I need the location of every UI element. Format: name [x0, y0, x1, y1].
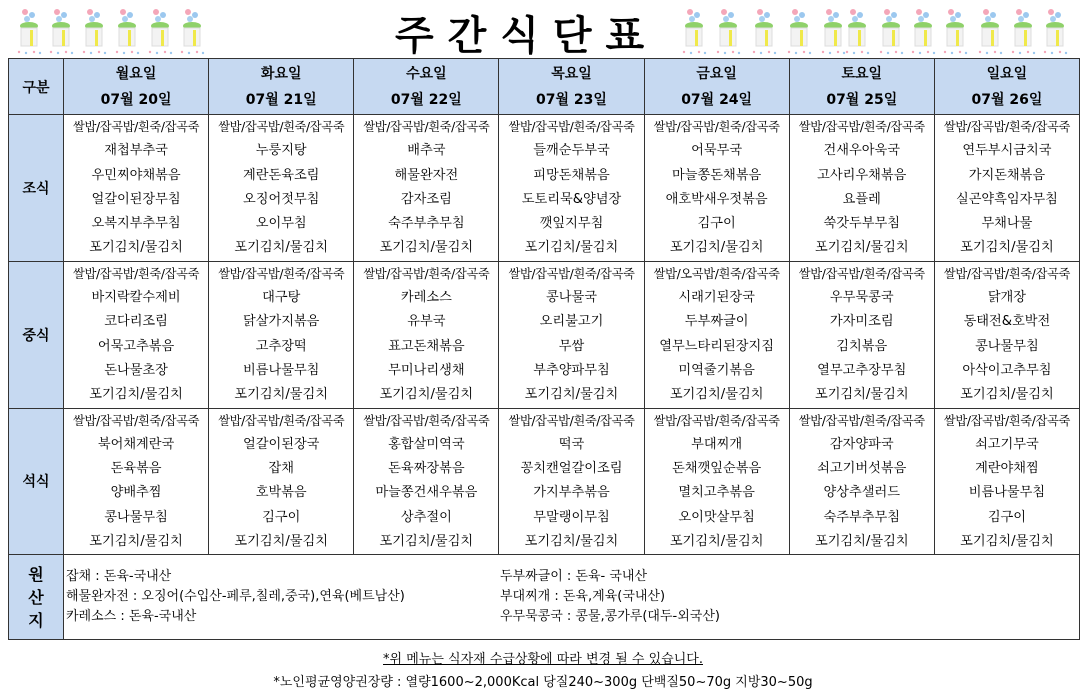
- menu-item: 쌀밥/잡곡밥/흰죽/잡곡죽: [508, 120, 635, 134]
- menu-item: 쌀밥/잡곡밥/흰죽/잡곡죽: [218, 120, 345, 134]
- day-date: 07월 22일: [390, 91, 462, 108]
- menu-item: 코다리조림: [104, 314, 168, 330]
- menu-item: 포기김치/물김치: [669, 387, 764, 403]
- menu-cell: [499, 115, 644, 262]
- menu-item: 숙주부추무침: [823, 509, 900, 525]
- menu-item: 포기김치/물김치: [960, 534, 1054, 550]
- flower-pot-decoration: [975, 6, 1005, 56]
- menu-item: 쌀밥/잡곡밥/흰죽/잡곡죽: [508, 266, 635, 281]
- menu-item: 우민찌야채볶음: [91, 167, 181, 183]
- menu-item: 상추절이: [400, 509, 452, 525]
- menu-cell: [789, 408, 934, 555]
- menu-item: 포기김치/물김치: [234, 387, 329, 403]
- menu-item: 쌀밥/잡곡밥/흰죽/잡곡죽: [943, 266, 1070, 281]
- origin-right: [498, 567, 932, 627]
- menu-item: 도토리묵&양념장: [521, 191, 622, 207]
- menu-item: 무채나물: [981, 216, 1033, 232]
- menu-item: 쌀밥/잡곡밥/흰죽/잡곡죽: [798, 266, 925, 281]
- flower-pot-decoration: [908, 6, 938, 56]
- day-name: 월요일: [115, 65, 157, 82]
- flower-pot-decoration: [145, 6, 175, 56]
- origin-line: 카레소스 : 돈육-국내산: [66, 609, 197, 625]
- menu-item: 재첩부추국: [104, 143, 168, 159]
- menu-item: 북어채계란국: [97, 436, 175, 452]
- day-date: 07월 25일: [826, 91, 898, 108]
- menu-item: 쌀밥/오곡밥/흰죽/잡곡죽: [653, 266, 780, 281]
- menu-item: 돈육볶음: [110, 461, 162, 477]
- origin-line: 잡채 : 돈육-국내산: [66, 569, 172, 585]
- menu-item: 포기김치/물김치: [379, 534, 474, 550]
- menu-item: 요플레: [842, 191, 881, 207]
- menu-item: 대구탕: [262, 290, 301, 306]
- origin-left: [64, 567, 498, 627]
- menu-item: 쑥갓두부무침: [823, 216, 900, 232]
- flower-pot-decoration: [1008, 6, 1038, 56]
- menu-item: 쌀밥/잡곡밥/흰죽/잡곡죽: [363, 413, 490, 428]
- menu-item: 오복지부추무침: [91, 216, 181, 232]
- menu-item: 얼갈이된장무침: [91, 191, 181, 207]
- menu-item: 포기김치/물김치: [814, 534, 909, 550]
- day-date: 07월 23일: [536, 91, 607, 108]
- menu-cell: [499, 408, 644, 555]
- menu-cell: [934, 261, 1079, 408]
- menu-cell: [209, 408, 354, 555]
- menu-item: 쌀밥/잡곡밥/흰죽/잡곡죽: [943, 120, 1070, 134]
- flower-pot-decoration: [749, 6, 779, 56]
- day-header: [789, 59, 934, 115]
- menu-item: 쇠고기무국: [975, 436, 1039, 452]
- menu-item: 포기김치/물김치: [234, 240, 329, 256]
- menu-item: 쌀밥/잡곡밥/흰죽/잡곡죽: [653, 413, 780, 428]
- menu-item: 오이무침: [255, 216, 307, 232]
- menu-cell: [644, 408, 789, 555]
- menu-cell: [354, 261, 499, 408]
- meal-row: [9, 408, 1080, 555]
- menu-item: 연두부시금치국: [962, 143, 1052, 159]
- flower-pot-decoration: [46, 6, 76, 56]
- menu-item: 바지락칼수제비: [91, 290, 181, 306]
- menu-item: 포기김치/물김치: [234, 534, 329, 550]
- menu-item: 얼갈이된장국: [242, 436, 320, 452]
- menu-item: 쌀밥/잡곡밥/흰죽/잡곡죽: [218, 266, 345, 281]
- menu-item: 누룽지탕: [255, 143, 307, 159]
- flower-pot-decoration: [784, 6, 814, 56]
- menu-item: 쌀밥/잡곡밥/흰죽/잡곡죽: [73, 413, 200, 428]
- menu-item: 애호박새우젓볶음: [665, 191, 768, 207]
- origin-row: [9, 555, 1080, 640]
- menu-item: 포기김치/물김치: [524, 387, 619, 403]
- menu-item: 쌀밥/잡곡밥/흰죽/잡곡죽: [363, 120, 490, 134]
- menu-item: 들깨순두부국: [533, 143, 610, 159]
- menu-item: 닭개장: [987, 290, 1027, 306]
- menu-item: 쌀밥/잡곡밥/흰죽/잡곡죽: [363, 266, 490, 281]
- day-name: 금요일: [696, 65, 737, 82]
- menu-item: 쇠고기버섯볶음: [817, 461, 907, 477]
- menu-item: 김치볶음: [836, 338, 888, 354]
- menu-item: 꽁치캔얼갈이조림: [520, 461, 623, 477]
- menu-item: 부추양파무침: [533, 362, 610, 378]
- day-name: 수요일: [406, 65, 447, 82]
- menu-cell: [644, 261, 789, 408]
- menu-item: 표고돈채볶음: [388, 338, 465, 354]
- day-date: 07월 21일: [245, 91, 317, 108]
- menu-item: 오이맛살무침: [678, 509, 755, 525]
- flower-pot-decoration: [112, 6, 142, 56]
- menu-item: 숙주부추무침: [388, 216, 465, 232]
- menu-item: 미역줄기볶음: [678, 362, 755, 378]
- origin-line: 두부짜글이 : 돈육- 국내산: [500, 569, 648, 585]
- menu-item: 두부짜글이: [684, 314, 749, 330]
- menu-item: 비름나물무침: [968, 485, 1046, 501]
- menu-cell: [354, 408, 499, 555]
- menu-item: 마늘쫑건새우볶음: [375, 485, 478, 501]
- flower-pot-decoration: [79, 6, 109, 56]
- menu-item: 양상추샐러드: [823, 485, 900, 501]
- origin-line: 우무묵콩국 : 콩물,콩가루(대두-외국산): [500, 609, 720, 625]
- menu-item: 우무묵콩국: [829, 290, 894, 306]
- day-header: [934, 59, 1079, 115]
- menu-cell: [789, 115, 934, 262]
- menu-item: 감자조림: [400, 191, 452, 207]
- menu-item: 돈육짜장볶음: [388, 461, 465, 477]
- menu-item: 건새우아욱국: [823, 143, 900, 159]
- meal-row: [9, 115, 1080, 262]
- menu-item: 포기김치/물김치: [89, 387, 183, 403]
- menu-item: 돈나물초장: [104, 362, 168, 378]
- menu-item: 콩나물무침: [975, 338, 1039, 354]
- day-name: 목요일: [551, 65, 592, 82]
- menu-item: 포기김치/물김치: [960, 387, 1054, 403]
- menu-item: 포기김치/물김치: [89, 534, 183, 550]
- menu-cell: [644, 115, 789, 262]
- menu-item: 어묵무국: [691, 143, 743, 159]
- menu-item: 콩나물국: [546, 290, 597, 306]
- menu-item: 김구이: [987, 509, 1027, 525]
- menu-item: 쌀밥/잡곡밥/흰죽/잡곡죽: [798, 120, 925, 134]
- menu-item: 어묵고추볶음: [97, 338, 175, 354]
- menu-item: 포기김치/물김치: [669, 534, 764, 550]
- menu-item: 카레소스: [400, 290, 452, 306]
- menu-cell: [64, 261, 209, 408]
- flower-pot-decoration: [177, 6, 207, 56]
- meal-row: [9, 261, 1080, 408]
- origin-info: [64, 555, 1080, 640]
- menu-item: 쌀밥/잡곡밥/흰죽/잡곡죽: [73, 266, 200, 281]
- menu-item: 계란돈육조림: [242, 167, 320, 183]
- page-title: 주간식단표: [395, 13, 659, 59]
- origin-label-char: 지: [28, 610, 44, 630]
- origin-label-char: 원: [28, 564, 44, 584]
- menu-item: 쌀밥/잡곡밥/흰죽/잡곡죽: [218, 413, 345, 428]
- menu-item: 포기김치/물김치: [379, 240, 474, 256]
- menu-item: 오리불고기: [539, 314, 604, 330]
- menu-item: 포기김치/물김치: [814, 387, 909, 403]
- menu-item: 배추국: [407, 143, 446, 159]
- menu-item: 무말랭이무침: [533, 509, 610, 525]
- menu-item: 마늘쫑돈채볶음: [672, 167, 762, 183]
- menu-item: 피망돈채볶음: [533, 167, 610, 183]
- menu-cell: [209, 261, 354, 408]
- menu-item: 비름나물무침: [242, 362, 320, 378]
- origin-label: [9, 555, 64, 640]
- meal-label: 조식: [9, 115, 64, 262]
- menu-item: 멸치고추볶음: [678, 485, 755, 501]
- day-date: 07월 26일: [971, 91, 1043, 108]
- menu-item: 깻잎지무침: [539, 216, 604, 232]
- menu-cell: [354, 115, 499, 262]
- category-header: 구분: [9, 59, 64, 115]
- menu-cell: [499, 261, 644, 408]
- flower-pot-decoration: [940, 6, 970, 56]
- change-notice: *위 메뉴는 식자재 수급상황에 따라 변경 될 수 있습니다.: [383, 652, 703, 667]
- origin-line: 해물완자전 : 오징어(수입산-페루,칠레,중국),연육(베트남산): [66, 589, 405, 605]
- menu-cell: [934, 115, 1079, 262]
- menu-item: 무쌈: [558, 338, 585, 354]
- flower-pot-decoration: [14, 6, 44, 56]
- menu-item: 가지부추볶음: [533, 485, 610, 501]
- menu-item: 콩나물무침: [104, 509, 168, 525]
- origin-line: 부대찌개 : 돈육,계육(국내산): [500, 589, 666, 605]
- meal-label: 석식: [9, 408, 64, 555]
- menu-cell: [64, 408, 209, 555]
- menu-item: 동태전&호박전: [963, 314, 1051, 330]
- title-banner: [0, 0, 1086, 58]
- origin-label-char: 산: [28, 587, 44, 607]
- flower-pot-decoration: [679, 6, 709, 56]
- menu-item: 돈채깻잎순볶음: [672, 461, 762, 477]
- day-header: [209, 59, 354, 115]
- nutrition-note: *노인평균영양권장량 : 열량1600~2,000Kcal 당질240~300g 단백질50~70g 지방30~50g: [273, 675, 813, 690]
- flower-pot-decoration: [818, 6, 848, 56]
- day-header: [64, 59, 209, 115]
- day-date: 07월 20일: [100, 91, 172, 108]
- menu-item: 호박볶음: [255, 485, 307, 501]
- menu-item: 열무느타리된장지짐: [659, 338, 774, 354]
- menu-item: 포기김치/물김치: [669, 240, 764, 256]
- menu-item: 쌀밥/잡곡밥/흰죽/잡곡죽: [943, 413, 1070, 428]
- menu-item: 떡국: [558, 436, 585, 452]
- menu-item: 고사리우채볶음: [817, 167, 907, 183]
- menu-cell: [789, 261, 934, 408]
- menu-item: 포기김치/물김치: [524, 534, 619, 550]
- menu-item: 가자미조림: [829, 314, 894, 330]
- weekly-menu-table: [8, 58, 1080, 640]
- menu-item: 고추장떡: [255, 338, 307, 354]
- menu-item: 포기김치/물김치: [524, 240, 619, 256]
- menu-item: 아삭이고추무침: [962, 362, 1052, 378]
- menu-item: 오징어젓무침: [242, 191, 320, 207]
- menu-item: 열무고추장무침: [817, 362, 907, 378]
- menu-item: 잡채: [268, 461, 294, 477]
- menu-item: 포기김치/물김치: [379, 387, 474, 403]
- menu-item: 해물완자전: [394, 167, 459, 183]
- flower-pot-decoration: [1040, 6, 1070, 56]
- menu-item: 계란야채찜: [975, 461, 1039, 477]
- meal-label: 중식: [9, 261, 64, 408]
- menu-item: 홍합살미역국: [388, 436, 465, 452]
- menu-item: 쌀밥/잡곡밥/흰죽/잡곡죽: [73, 120, 200, 134]
- menu-item: 감자양파국: [829, 436, 894, 452]
- menu-item: 가지돈채볶음: [968, 167, 1046, 183]
- menu-cell: [64, 115, 209, 262]
- day-header: [499, 59, 644, 115]
- menu-item: 실곤약흑임자무침: [955, 191, 1058, 207]
- flower-pot-decoration: [876, 6, 906, 56]
- day-header: [644, 59, 789, 115]
- menu-cell: [209, 115, 354, 262]
- menu-item: 부대찌개: [691, 436, 743, 452]
- menu-item: 쌀밥/잡곡밥/흰죽/잡곡죽: [798, 413, 925, 428]
- menu-item: 쌀밥/잡곡밥/흰죽/잡곡죽: [508, 413, 635, 428]
- menu-item: 김구이: [262, 509, 301, 525]
- menu-item: 포기김치/물김치: [960, 240, 1054, 256]
- day-header: [354, 59, 499, 115]
- menu-item: 쌀밥/잡곡밥/흰죽/잡곡죽: [653, 120, 780, 134]
- menu-item: 김구이: [697, 216, 736, 232]
- day-name: 일요일: [986, 65, 1028, 82]
- menu-item: 포기김치/물김치: [89, 240, 183, 256]
- day-date: 07월 24일: [681, 91, 753, 108]
- menu-item: 유부국: [407, 314, 446, 330]
- menu-item: 닭살가지볶음: [242, 314, 320, 330]
- flower-pot-decoration: [713, 6, 743, 56]
- menu-item: 시래기된장국: [678, 290, 755, 306]
- menu-cell: [934, 408, 1079, 555]
- menu-item: 무미나리생채: [388, 362, 465, 378]
- day-name: 화요일: [260, 65, 302, 82]
- menu-item: 포기김치/물김치: [814, 240, 909, 256]
- day-name: 토요일: [841, 65, 883, 82]
- menu-item: 양배추찜: [110, 485, 162, 501]
